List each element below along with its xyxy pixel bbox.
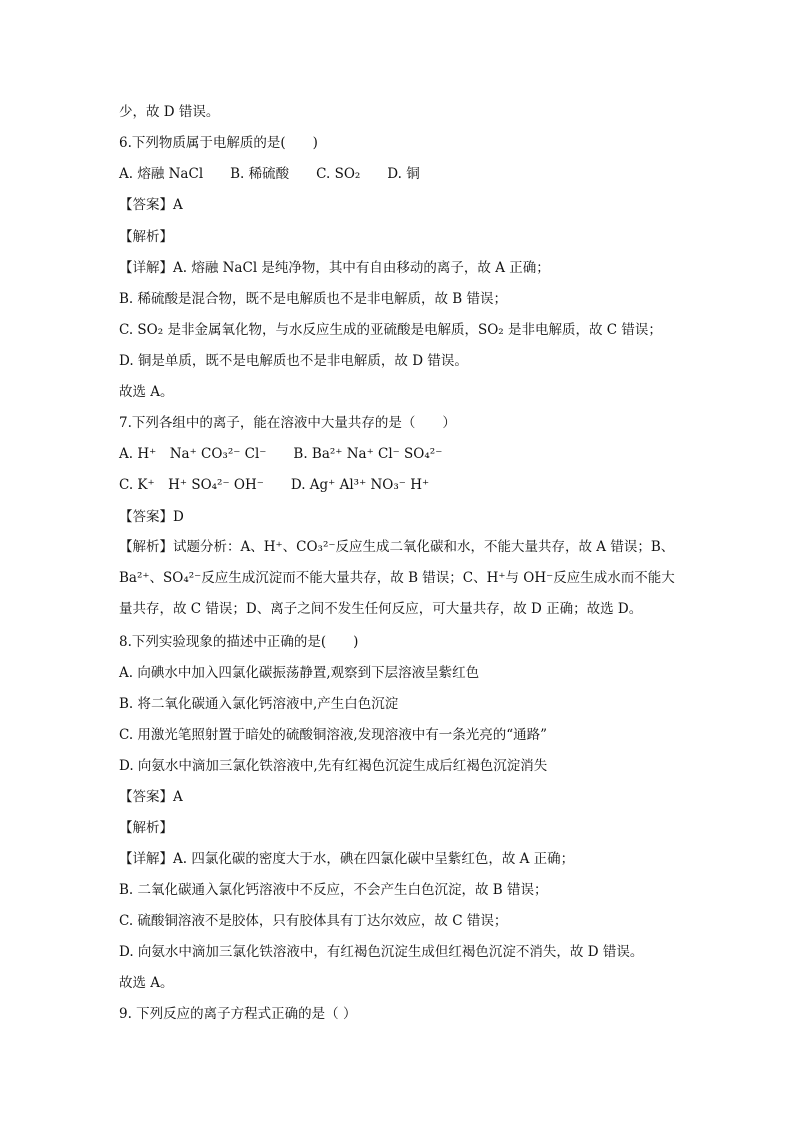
explanation-line: C. 硫酸铜溶液不是胶体，只有胶体具有丁达尔效应，故 C 错误； <box>119 913 508 929</box>
question-6-options: A. 熔融 NaCl B. 稀硫酸 C. SO₂ D. 铜 <box>119 166 420 182</box>
answer-label: 【答案】A <box>119 197 183 213</box>
conclusion-line: 故选 A。 <box>119 384 174 400</box>
question-8-option-c: C. 用激光笔照射置于暗处的硫酸铜溶液,发现溶液中有一条光亮的“通路” <box>119 727 548 743</box>
explanation-line: B. 稀硫酸是混合物，既不是电解质也不是非电解质，故 B 错误； <box>119 291 508 307</box>
question-7-options-ab: A. H⁺ Na⁺ CO₃²⁻ Cl⁻ B. Ba²⁺ Na⁺ Cl⁻ SO₄²⁻ <box>119 446 443 462</box>
question-7-options-cd: C. K⁺ H⁺ SO₄²⁻ OH⁻ D. Ag⁺ Al³⁺ NO₃⁻ H⁺ <box>119 477 430 493</box>
question-8-stem: 8.下列实验现象的描述中正确的是( ) <box>119 634 359 650</box>
explanation-line: B. 二氧化碳通入氯化钙溶液中不反应，不会产生白色沉淀，故 B 错误； <box>119 882 548 898</box>
analysis-paragraph: 【解析】试题分析：A、H⁺、CO₃²⁻反应生成二氧化碳和水，不能大量共存，故 A 错误；B、Ba²⁺、SO₄²⁻反应生成沉淀而不能大量共存，故 B 错误；C、H⁺与 OH⁻反应生成水而不能大量共存，故 C 错误；D、离子之间不发生任何反应，可大量共存，故 D 正确；故选 D。 <box>119 539 675 617</box>
explanation-line: C. SO₂ 是非金属氧化物，与水反应生成的亚硫酸是电解质，SO₂ 是非电解质，故 C 错误； <box>119 322 662 338</box>
conclusion-line: 故选 A。 <box>119 975 174 991</box>
question-8-option-a: A. 向碘水中加入四氯化碳振荡静置,观察到下层溶液呈紫红色 <box>119 665 480 681</box>
answer-label: 【答案】A <box>119 789 183 805</box>
text-line: 少，故 D 错误。 <box>119 104 220 120</box>
explanation-line: 【详解】A. 熔融 NaCl 是纯净物，其中有自由移动的离子，故 A 正确； <box>119 260 550 276</box>
explanation-line: D. 铜是单质，既不是电解质也不是非电解质，故 D 错误。 <box>119 353 468 369</box>
answer-label: 【答案】D <box>119 509 184 525</box>
question-7-stem: 7.下列各组中的离子，能在溶液中大量共存的是（ ） <box>119 415 456 431</box>
question-8-option-d: D. 向氨水中滴加三氯化铁溶液中,先有红褐色沉淀生成后红褐色沉淀消失 <box>119 758 548 774</box>
question-9-stem: 9. 下列反应的离子方程式正确的是（ ） <box>119 1006 357 1022</box>
question-6-stem: 6.下列物质属于电解质的是( ) <box>119 135 318 151</box>
analysis-label: 【解析】 <box>119 229 173 245</box>
question-8-option-b: B. 将二氧化碳通入氯化钙溶液中,产生白色沉淀 <box>119 696 399 712</box>
analysis-label: 【解析】 <box>119 820 173 836</box>
explanation-line: D. 向氨水中滴加三氯化铁溶液中，有红褐色沉淀生成但红褐色沉淀不消失，故 D 错误。 <box>119 944 644 960</box>
explanation-line: 【详解】A. 四氯化碳的密度大于水，碘在四氯化碳中呈紫红色，故 A 正确； <box>119 851 575 867</box>
